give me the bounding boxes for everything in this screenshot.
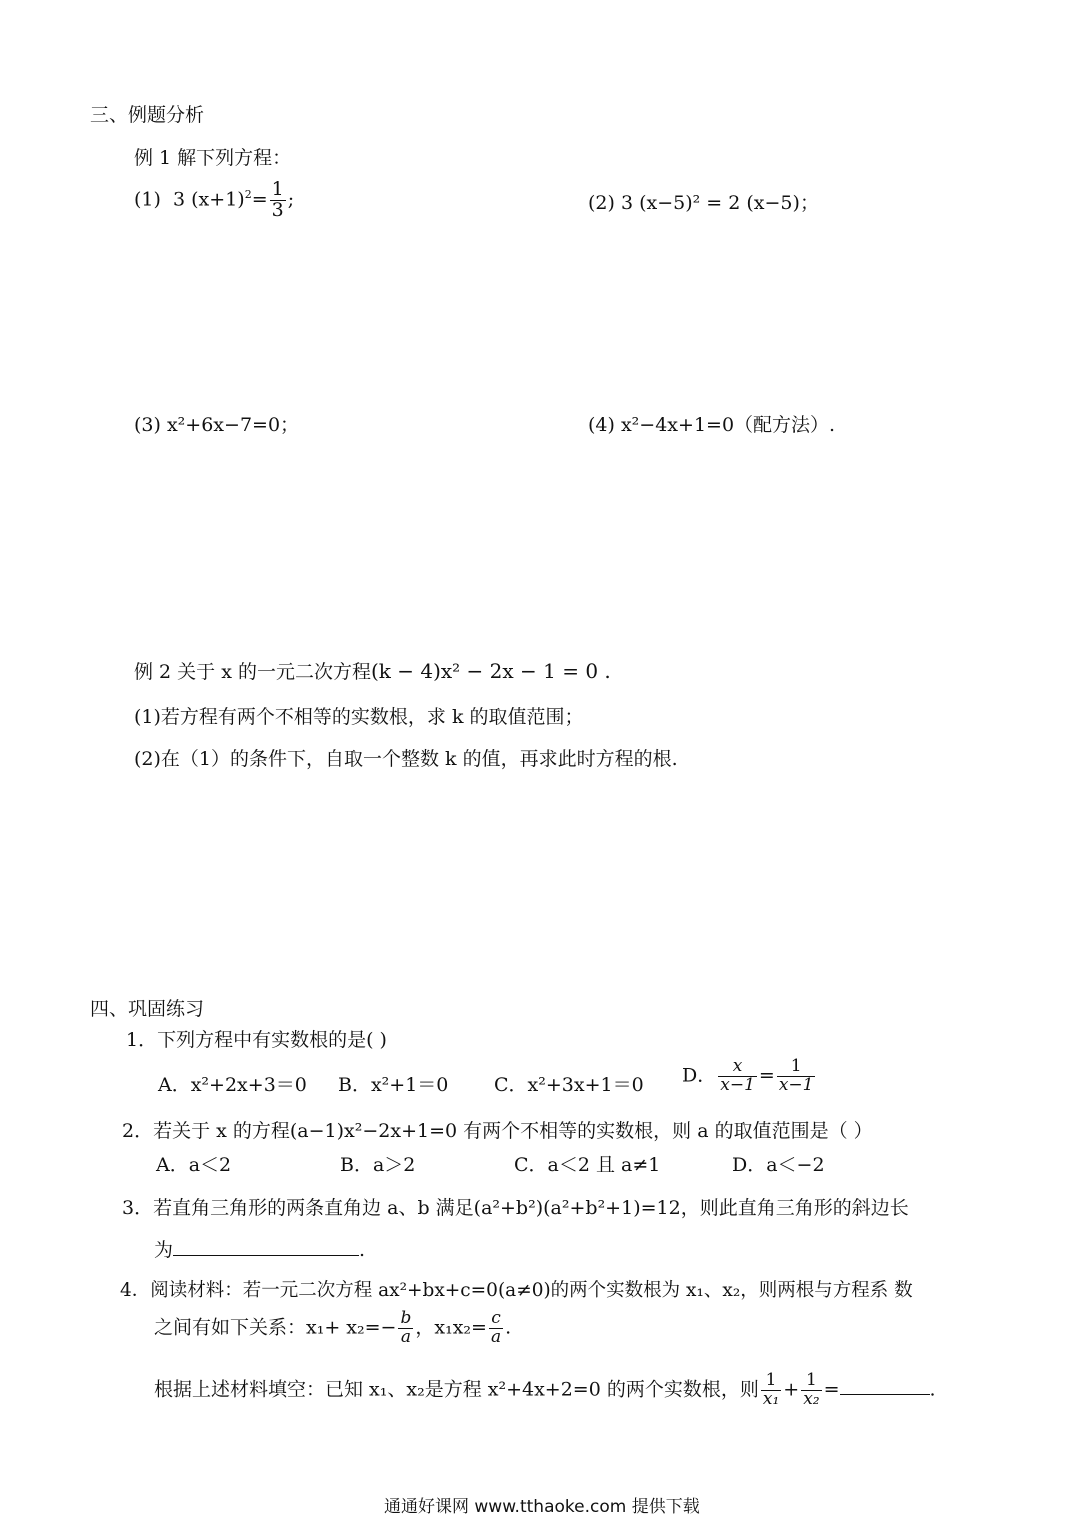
section4-title: 四、巩固练习 [90,998,205,1020]
question-4-material: 4．阅读材料：若一元二次方程 ax²+bx+c=0(a≠0)的两个实数根为 x₁、x₂，则两根与方程系 数 [120,1280,913,1301]
question-1: 1．下列方程中有实数根的是( ) [126,1029,387,1051]
example2-question-1: (1)若方程有两个不相等的实数根，求 k 的取值范围； [134,706,584,728]
q4-answer-blank[interactable] [840,1393,930,1395]
question-4-relations: 之间有如下关系：x₁+ x₂=− $\frac{b}{a}$ ，x₁x₂= $\frac{c}{a}$ . [154,1308,512,1347]
equation-2: (2) 3 (x−5)² = 2 (x−5)； [588,192,819,214]
footer-text: 通通好课网 www.tthaoke.com 提供下载 [384,1497,700,1517]
q1-option-b: B．x²+1＝0 [338,1074,449,1096]
q2-option-b: B．a＞2 [340,1154,416,1176]
equation-4: (4) x²−4x+1=0（配方法）. [588,414,836,436]
question-3: 3．若直角三角形的两条直角边 a、b 满足(a²+b²)(a²+b²+1)=12，则此直角三角形的斜边长 [122,1197,909,1219]
equation-3: (3) x²+6x−7=0； [134,414,300,436]
q2-option-d: D．a＜−2 [732,1154,825,1176]
example2-statement: 例 2 关于 x 的一元二次方程(k − 4)x² − 2x − 1 = 0 . [134,659,611,683]
q2-option-a: A．a＜2 [156,1154,232,1176]
question-4-fill: 根据上述材料填空：已知 x₁、x₂是方程 x²+4x+2=0 的两个实数根，则 $\frac{1}{\text{x₁}}$ + $\frac{1}{\text{x₂}}$ = . [154,1370,936,1409]
q1-option-d: D． $\frac{x}{x-1}$ = $\frac{1}{x-1}$ [682,1056,814,1095]
q3-answer-blank[interactable] [173,1254,359,1256]
q1-option-a: A．x²+2x+3＝0 [158,1074,307,1096]
section3-title: 三、例题分析 [90,104,205,126]
equation-1: (1) 3 $(x+1)^2=$ $\frac{1}{3}$ ; [134,178,295,221]
example1-intro: 例 1 解下列方程： [134,147,292,169]
q1-option-c: C．x²+3x+1＝0 [494,1074,644,1096]
question-3-answer-line: 为 . [154,1239,366,1261]
question-2: 2．若关于 x 的方程(a−1)x²−2x+1=0 有两个不相等的实数根，则 a 的取值范围是（ ） [122,1120,873,1142]
q2-option-c: C．a＜2 且 a≠1 [514,1154,661,1176]
example2-question-2: (2)在（1）的条件下，自取一个整数 k 的值，再求此时方程的根. [134,748,678,770]
